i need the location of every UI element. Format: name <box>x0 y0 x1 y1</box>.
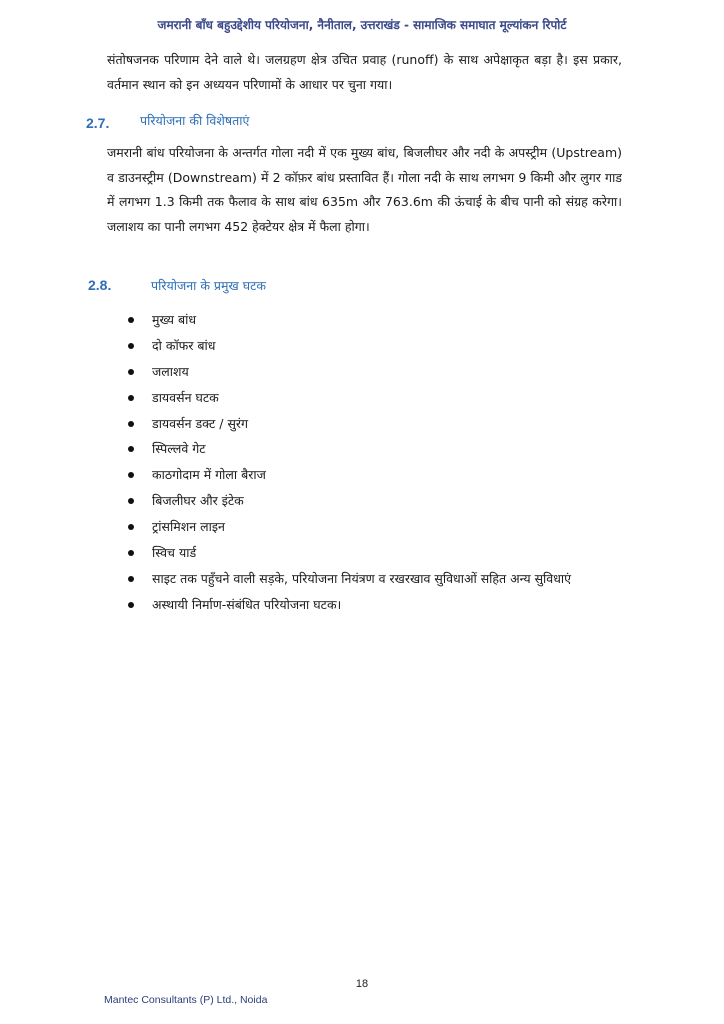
list-item-text: स्पिल्लवे गेट <box>152 441 206 457</box>
list-item <box>126 438 571 464</box>
list-item-text: साइट तक पहुँचने वाली सड़के, परियोजना नियंत्रण व रखरखाव सुविधाओं सहित अन्य सुविधाएं <box>152 570 572 586</box>
section-2-7-number: 2.7. <box>86 115 110 131</box>
list-item <box>126 309 571 335</box>
list-item-text: स्विच यार्ड <box>152 545 197 561</box>
section-2-8-title: परियोजना के प्रमुख घटक <box>151 278 267 293</box>
bullet-icon <box>128 602 134 608</box>
list-item-text: मुख्य बांध <box>152 312 197 327</box>
bullet-icon <box>128 317 134 323</box>
list-item <box>126 516 571 542</box>
page-header-title: जमरानी बाँध बहुउद्देशीय परियोजना, नैनीताल, उत्तराखंड - सामाजिक समाघात मूल्यांकन रिपोर्ट <box>157 18 567 32</box>
section-2-7-title: परियोजना की विशेषताएं <box>140 113 250 128</box>
list-item <box>126 361 571 387</box>
section-2-8-number: 2.8. <box>88 277 112 293</box>
list-item-text: अस्थायी निर्माण-संबंधित परियोजना घटक। <box>152 596 342 612</box>
list-item <box>126 464 571 490</box>
bullet-icon <box>128 550 134 556</box>
bullet-icon <box>128 498 134 504</box>
bullet-icon <box>128 446 134 452</box>
bullet-icon <box>128 421 134 427</box>
footer-company: Mantec Consultants (P) Ltd., Noida <box>104 994 268 1006</box>
list-item <box>126 387 571 413</box>
list-item <box>126 594 571 620</box>
bullet-icon <box>128 472 134 478</box>
components-list <box>126 309 571 620</box>
bullet-icon <box>128 524 134 530</box>
list-item-text: काठगोदाम में गोला बैराज <box>152 467 266 483</box>
list-item <box>126 335 571 361</box>
list-item-text: ट्रांसमिशन लाइन <box>152 519 225 535</box>
list-item-text: दो कॉफर बांध <box>152 337 216 353</box>
list-item-text: डायवर्सन घटक <box>152 389 219 405</box>
intro-paragraph: संतोषजनक परिणाम देने वाले थे। जलग्रहण क्षेत्र उचित प्रवाह (runoff) के साथ अपेक्षाकृत बड़ा है। इस प्रकार, वर्तमान स्थान को इन अध्ययन परिणामों के आधार पर चुना गया। <box>107 52 622 92</box>
list-item-text: डायवर्सन डक्ट / सुरंग <box>152 415 249 431</box>
section-2-7-paragraph: जमरानी बांध परियोजना के अन्तर्गत गोला नदी में एक मुख्य बांध, बिजलीघर और नदी के अपस्ट्रीम (Upstream) व डाउनस्ट्रीम (Downstream) में 2 कॉफ़र बांध प्रस्तावित हैं। गोला नदी के साथ लगभग 9 किमी और लुगर गाड में लगभग 1.3 किमी तक फैलाव के साथ बांध 635m और 763.6m की ऊंचाई के बीच पानी को संग्रह करेगा। जलाशय का पानी लगभग 452 हेक्टेयर क्षेत्र में फैला होगा। <box>107 145 622 234</box>
bullet-icon <box>128 343 134 349</box>
list-item <box>126 413 571 439</box>
bullet-icon <box>128 395 134 401</box>
list-item-text: जलाशय <box>152 363 189 379</box>
page-number: 18 <box>355 978 369 990</box>
bullet-icon <box>128 576 134 582</box>
list-item <box>126 490 571 516</box>
list-item-text: बिजलीघर और इंटेक <box>152 493 244 509</box>
list-item <box>126 542 571 568</box>
bullet-icon <box>128 369 134 375</box>
list-item <box>126 568 571 594</box>
